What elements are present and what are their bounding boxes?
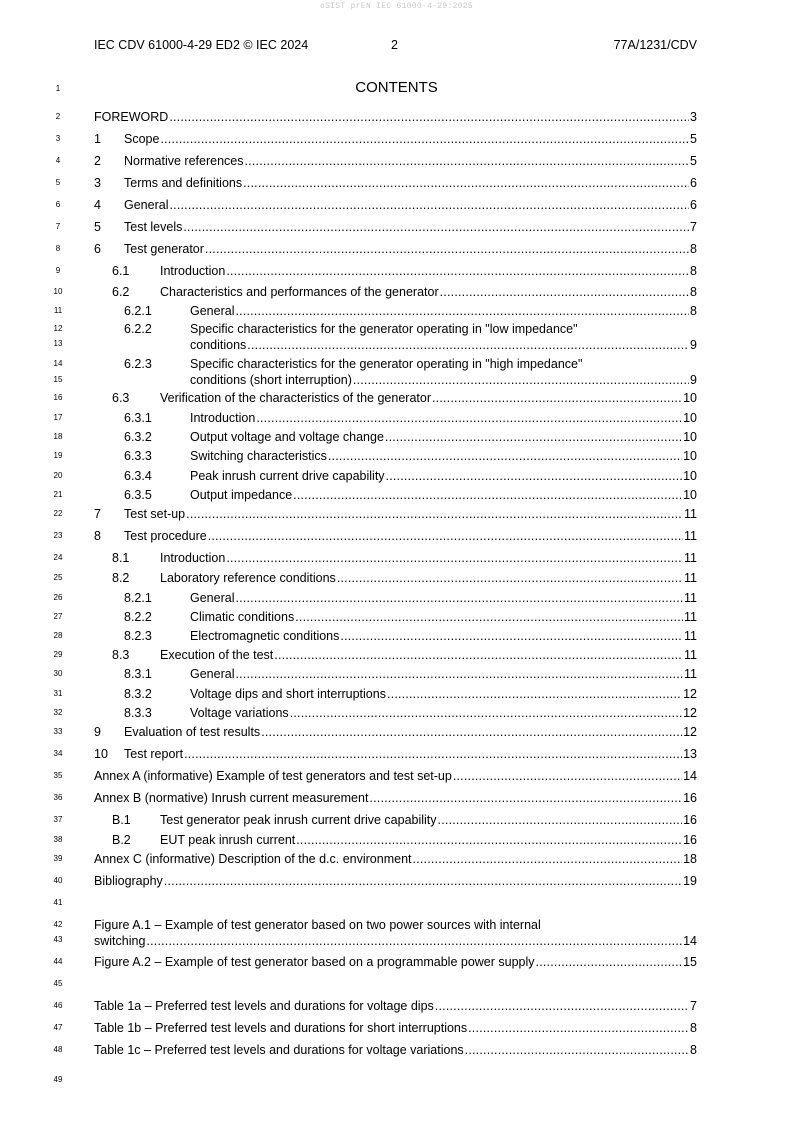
line-number: 26 (53, 593, 63, 602)
line-number: 20 (53, 471, 63, 480)
line-number: 27 (53, 612, 63, 621)
toc-entry-title: Execution of the test (160, 648, 274, 662)
line-number: 24 (53, 553, 63, 562)
figure-list-entry[interactable] (94, 917, 697, 949)
toc-entry-title-continued: conditions (190, 338, 247, 352)
toc-entry-number: B.2 (112, 833, 131, 847)
toc-entry-subsection[interactable] (94, 570, 697, 586)
toc-entry-page: 8 (690, 242, 697, 256)
toc-entry-page: 10 (683, 469, 697, 483)
toc-entry-number: 8.3 (112, 648, 130, 662)
toc-entry-number: 6.2.3 (124, 357, 152, 371)
line-number: 7 (55, 222, 61, 231)
toc-entry-title: Normative references (124, 154, 244, 168)
toc-entry-number: 8.2.3 (124, 629, 152, 643)
toc-entry-title: General (190, 591, 235, 605)
toc-entry-section[interactable] (94, 197, 697, 213)
toc-entry-subsubsection[interactable] (94, 666, 697, 682)
line-number: 3 (55, 134, 61, 143)
toc-entry-page: 10 (683, 449, 697, 463)
table-entry-page: 7 (690, 999, 697, 1013)
toc-entry-title: Electromagnetic conditions (190, 629, 340, 643)
line-number: 46 (53, 1001, 63, 1010)
toc-entry-page: 12 (683, 725, 697, 739)
toc-entry-page: 9 (690, 373, 697, 387)
line-number: 6 (55, 200, 61, 209)
toc-entry-title: Voltage variations (190, 706, 289, 720)
toc-entry-title: Annex A (informative) Example of test generators and test set-up (94, 769, 452, 783)
toc-entry-page: 8 (690, 285, 697, 299)
toc-entry-number: 8.3.1 (124, 667, 152, 681)
toc-entry-page: 11 (684, 571, 697, 585)
toc-entry-number: B.1 (112, 813, 131, 827)
toc-entry-page: 13 (683, 747, 697, 761)
toc-entry-subsection[interactable] (94, 263, 697, 279)
toc-entry-title: Introduction (160, 551, 226, 565)
table-list-entry[interactable] (94, 1042, 697, 1058)
toc-entry-page: 11 (684, 591, 697, 605)
toc-entry-number: 8.3.2 (124, 687, 152, 701)
line-number: 40 (53, 876, 63, 885)
toc-entry-section[interactable] (94, 153, 697, 169)
header-page-number: 2 (391, 38, 398, 52)
line-number: 43 (53, 935, 63, 944)
toc-entry-page: 10 (683, 430, 697, 444)
toc-entry-page: 18 (683, 852, 697, 866)
toc-entry-section[interactable] (94, 131, 697, 147)
toc-entry-number: 6.2.1 (124, 304, 152, 318)
toc-entry-number: 7 (94, 507, 101, 521)
toc-entry-section[interactable] (94, 746, 697, 762)
toc-entry-number: 8.2 (112, 571, 130, 585)
toc-entry-section[interactable] (94, 528, 697, 544)
toc-entry-bibliography[interactable] (94, 873, 697, 889)
toc-entry-subsection[interactable] (94, 832, 697, 848)
watermark: oSIST prEN IEC 61000-4-29:2025 (319, 2, 474, 11)
figure-entry-page: 15 (683, 955, 697, 969)
toc-entry-page: 5 (690, 132, 697, 146)
toc-entry-number: 6 (94, 242, 101, 256)
toc-entry-title: EUT peak inrush current (160, 833, 296, 847)
header-reference: 77A/1231/CDV (613, 38, 697, 52)
toc-entry-title: Test generator peak inrush current drive capability (160, 813, 437, 827)
line-number: 25 (53, 573, 63, 582)
figure-list-entry[interactable] (94, 954, 697, 970)
toc-entry-page: 11 (684, 551, 697, 565)
toc-entry-section[interactable] (94, 241, 697, 257)
toc-entry-foreword[interactable] (94, 109, 697, 125)
toc-entry-page: 11 (684, 629, 697, 643)
line-number: 39 (53, 854, 63, 863)
toc-entry-number: 6.3.2 (124, 430, 152, 444)
toc-entry-page: 16 (683, 813, 697, 827)
toc-entry-subsubsection[interactable] (94, 448, 697, 464)
figure-entry-title: Figure A.1 – Example of test generator based on two power sources with internal (94, 918, 541, 932)
toc-entry-title: General (190, 667, 235, 681)
toc-entry-title: Bibliography (94, 874, 163, 888)
line-number: 42 (53, 920, 63, 929)
toc-entry-title: Voltage dips and short interruptions (190, 687, 386, 701)
toc-entry-annex[interactable] (94, 768, 697, 784)
toc-entry-number: 6.1 (112, 264, 130, 278)
toc-entry-title: Characteristics and performances of the generator (160, 285, 439, 299)
toc-entry-title: Laboratory reference conditions (160, 571, 336, 585)
toc-entry-page: 8 (690, 264, 697, 278)
toc-entry-page: 11 (684, 610, 697, 624)
toc-entry-title: Terms and definitions (124, 176, 243, 190)
line-number: 11 (53, 306, 63, 315)
toc-entry-number: 6.2.2 (124, 322, 152, 336)
line-number: 10 (53, 287, 63, 296)
table-list-entry[interactable] (94, 1020, 697, 1036)
line-number: 4 (55, 156, 61, 165)
toc-entry-number: 8.2.2 (124, 610, 152, 624)
line-number: 14 (53, 359, 63, 368)
line-number: 8 (55, 244, 61, 253)
toc-entry-subsubsection[interactable] (94, 628, 697, 644)
toc-entry-section[interactable] (94, 724, 697, 740)
toc-entry-number: 8.3.3 (124, 706, 152, 720)
toc-entry-number: 6.2 (112, 285, 130, 299)
toc-entry-title: Peak inrush current drive capability (190, 469, 385, 483)
toc-entry-section[interactable] (94, 175, 697, 191)
table-entry-title: Table 1c – Preferred test levels and durations for voltage variations (94, 1043, 464, 1057)
toc-entry-annex[interactable] (94, 851, 697, 867)
toc-entry-section[interactable] (94, 506, 697, 522)
toc-entry-title: Introduction (160, 264, 226, 278)
toc-entry-number: 8.1 (112, 551, 130, 565)
line-number: 23 (53, 531, 63, 540)
toc-entry-title-continued: conditions (short interruption) (190, 373, 352, 387)
toc-entry-subsubsection[interactable] (94, 686, 697, 702)
toc-entry-subsubsection[interactable] (94, 487, 697, 503)
toc-entry-title: General (190, 304, 235, 318)
line-number: 21 (53, 490, 63, 499)
toc-entry-title: Evaluation of test results (124, 725, 261, 739)
toc-entry-section[interactable] (94, 219, 697, 235)
toc-entry-title: Climatic conditions (190, 610, 295, 624)
toc-entry-page: 12 (683, 706, 697, 720)
toc-entry-title: Annex C (informative) Description of the d.c. environment (94, 852, 412, 866)
line-number: 31 (53, 689, 63, 698)
line-number: 34 (53, 749, 63, 758)
toc-entry-subsubsection[interactable] (94, 609, 697, 625)
line-number: 36 (53, 793, 63, 802)
toc-entry-page: 12 (683, 687, 697, 701)
line-number: 9 (55, 266, 61, 275)
figure-entry-title-continued: switching (94, 934, 146, 948)
toc-entry-page: 16 (683, 833, 697, 847)
toc-entry-page: 3 (690, 110, 697, 124)
table-entry-page: 8 (690, 1021, 697, 1035)
toc-entry-title: Verification of the characteristics of the generator (160, 391, 431, 405)
toc-entry-number: 8 (94, 529, 101, 543)
line-number: 38 (53, 835, 63, 844)
line-number: 30 (53, 669, 63, 678)
line-number: 5 (55, 178, 61, 187)
line-number: 28 (53, 631, 63, 640)
toc-entry-annex[interactable] (94, 790, 697, 806)
toc-entry-title: Specific characteristics for the generator operating in "high impedance" (190, 357, 583, 371)
toc-entry-number: 6.3.3 (124, 449, 152, 463)
toc-entry-page: 19 (683, 874, 697, 888)
toc-entry-page: 8 (690, 304, 697, 318)
line-number: 19 (53, 451, 63, 460)
toc-entry-title: Output voltage and voltage change (190, 430, 384, 444)
line-number: 47 (53, 1023, 63, 1032)
toc-entry-number: 6.3.1 (124, 411, 152, 425)
toc-entry-number: 3 (94, 176, 101, 190)
line-number: 32 (53, 708, 63, 717)
toc-entry-title: Test procedure (124, 529, 207, 543)
toc-entry-number: 4 (94, 198, 101, 212)
toc-entry-subsection[interactable] (94, 550, 697, 566)
toc-entry-title: Test generator (124, 242, 204, 256)
line-number: 13 (53, 339, 63, 348)
toc-entry-subsection[interactable] (94, 284, 697, 300)
toc-entry-subsection[interactable] (94, 390, 697, 406)
page-title: CONTENTS (355, 79, 438, 96)
toc-entry-number: 8.2.1 (124, 591, 152, 605)
toc-entry-subsection[interactable] (94, 647, 697, 663)
line-number: 48 (53, 1045, 63, 1054)
toc-entry-title: Introduction (190, 411, 256, 425)
toc-entry-number: 9 (94, 725, 101, 739)
toc-entry-number: 5 (94, 220, 101, 234)
toc-entry-page: 7 (690, 220, 697, 234)
toc-entry-page: 11 (684, 648, 697, 662)
toc-entry-page: 11 (684, 507, 697, 521)
toc-entry-title: Scope (124, 132, 160, 146)
line-number: 37 (53, 815, 63, 824)
toc-entry-page: 11 (684, 529, 697, 543)
toc-entry-page: 16 (683, 791, 697, 805)
toc-entry-number: 1 (94, 132, 101, 146)
toc-entry-page: 6 (690, 176, 697, 190)
toc-entry-subsubsection[interactable] (94, 429, 697, 445)
toc-entry-title: Output impedance (190, 488, 293, 502)
toc-entry-page: 10 (683, 488, 697, 502)
toc-entry-page: 10 (683, 391, 697, 405)
toc-entry-subsection[interactable] (94, 812, 697, 828)
toc-entry-page: 5 (690, 154, 697, 168)
line-number: 18 (53, 432, 63, 441)
toc-entry-subsubsection[interactable] (94, 705, 697, 721)
toc-entry-number: 6.3.4 (124, 469, 152, 483)
toc-entry-number: 6.3.5 (124, 488, 152, 502)
toc-entry-title: Annex B (normative) Inrush current measurement (94, 791, 369, 805)
header-document-id: IEC CDV 61000-4-29 ED2 © IEC 2024 (94, 38, 309, 52)
line-number: 16 (53, 393, 63, 402)
line-number: 17 (53, 413, 63, 422)
toc-entry-title: Switching characteristics (190, 449, 327, 463)
line-number: 2 (55, 112, 61, 121)
table-entry-page: 8 (690, 1043, 697, 1057)
table-list-entry[interactable] (94, 998, 697, 1014)
toc-entry-title: Specific characteristics for the generator operating in "low impedance" (190, 322, 578, 336)
toc-entry-subsubsection[interactable] (94, 410, 697, 426)
toc-entry-page: 9 (690, 338, 697, 352)
line-number: 1 (55, 84, 61, 93)
toc-entry-number: 10 (94, 747, 108, 761)
line-number: 15 (53, 375, 63, 384)
line-number: 12 (53, 324, 63, 333)
line-number: 22 (53, 509, 63, 518)
toc-entry-subsubsection[interactable] (94, 468, 697, 484)
toc-entry-title: FOREWORD (94, 110, 169, 124)
toc-entry-page: 14 (683, 769, 697, 783)
figure-entry-page: 14 (683, 934, 697, 948)
toc-entry-subsubsection[interactable] (94, 356, 697, 388)
line-number: 35 (53, 771, 63, 780)
toc-entry-page: 10 (683, 411, 697, 425)
toc-entry-number: 6.3 (112, 391, 130, 405)
table-entry-title: Table 1b – Preferred test levels and durations for short interruptions (94, 1021, 468, 1035)
line-number: 29 (53, 650, 63, 659)
line-number: 49 (53, 1075, 63, 1084)
toc-entry-title: Test report (124, 747, 184, 761)
table-entry-title: Table 1a – Preferred test levels and durations for voltage dips (94, 999, 434, 1013)
line-number: 44 (53, 957, 63, 966)
toc-entry-page: 11 (684, 667, 697, 681)
toc-entry-page: 6 (690, 198, 697, 212)
toc-entry-number: 2 (94, 154, 101, 168)
line-number: 41 (53, 898, 63, 907)
toc-entry-subsubsection[interactable] (94, 303, 697, 319)
line-number: 45 (53, 979, 63, 988)
toc-entry-title: Test set-up (124, 507, 186, 521)
line-number: 33 (53, 727, 63, 736)
toc-entry-title: Test levels (124, 220, 183, 234)
figure-entry-title: Figure A.2 – Example of test generator based on a programmable power supply (94, 955, 535, 969)
toc-entry-subsubsection[interactable] (94, 321, 697, 353)
toc-entry-title: General (124, 198, 169, 212)
toc-entry-subsubsection[interactable] (94, 590, 697, 606)
